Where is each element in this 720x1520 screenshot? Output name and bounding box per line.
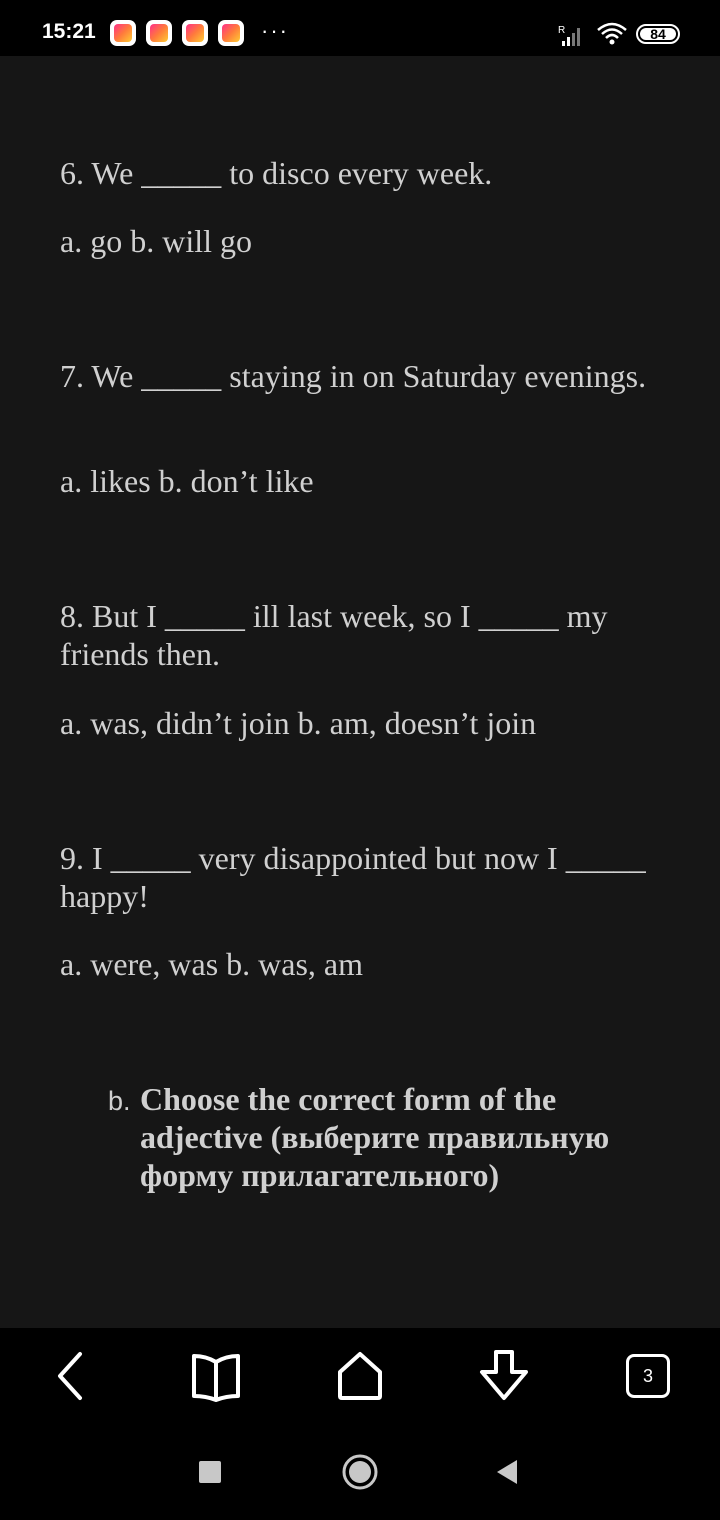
network-label: R bbox=[558, 25, 566, 36]
app-notification-icon bbox=[110, 20, 136, 46]
signal-icon bbox=[558, 24, 586, 46]
home-icon[interactable] bbox=[330, 1346, 390, 1406]
back-icon[interactable] bbox=[484, 1450, 528, 1494]
status-bar bbox=[0, 0, 720, 56]
question-6: 6. We _____ to disco every week. bbox=[60, 155, 493, 191]
battery-level: 84 bbox=[650, 26, 666, 42]
home-icon[interactable] bbox=[338, 1450, 382, 1494]
section-heading: Choose the correct form of the adjective (выберите правильную форму прилагательного) bbox=[140, 1081, 610, 1193]
app-notification-icon bbox=[218, 20, 244, 46]
options-6: a. go b. will go bbox=[60, 223, 252, 259]
book-icon[interactable] bbox=[186, 1346, 246, 1406]
options-8: a. was, didn’t join b. am, doesn’t join bbox=[60, 705, 537, 741]
tabs-count: 3 bbox=[626, 1354, 670, 1398]
system-navigation-bar bbox=[0, 1424, 720, 1520]
document-content[interactable] bbox=[0, 56, 720, 1328]
wifi-icon bbox=[596, 22, 628, 46]
status-time: 15:21 bbox=[42, 20, 96, 43]
options-7: a. likes b. don’t like bbox=[60, 463, 314, 499]
recents-icon[interactable] bbox=[188, 1450, 232, 1494]
download-icon[interactable] bbox=[474, 1346, 534, 1406]
browser-toolbar bbox=[0, 1328, 720, 1424]
question-7: 7. We _____ staying in on Saturday evenings. bbox=[60, 358, 647, 394]
app-notification-icon bbox=[182, 20, 208, 46]
question-9: 9. I _____ very disappointed but now I _____ happy! bbox=[60, 840, 646, 914]
tabs-button[interactable] bbox=[618, 1346, 678, 1406]
section-marker: b. bbox=[108, 1086, 131, 1116]
battery-indicator bbox=[636, 24, 680, 44]
question-8: 8. But I _____ ill last week, so I _____ my friends then. bbox=[60, 598, 608, 672]
back-icon[interactable] bbox=[42, 1346, 102, 1406]
app-notification-icon bbox=[146, 20, 172, 46]
options-9: a. were, was b. was, am bbox=[60, 946, 363, 982]
more-notifications-icon: ··· bbox=[261, 18, 289, 43]
